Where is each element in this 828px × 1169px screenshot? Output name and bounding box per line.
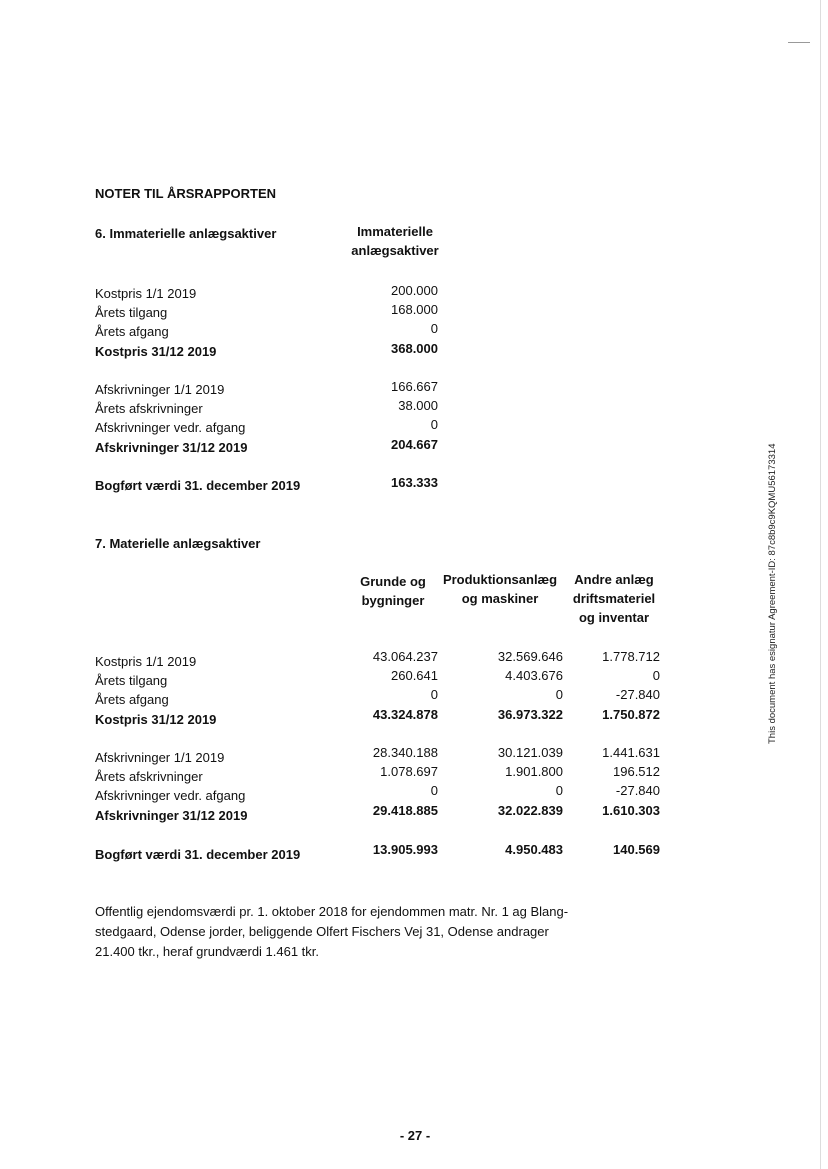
note6-header-line: anlægsaktiver: [351, 243, 439, 258]
note6-header-line: Immaterielle: [357, 224, 433, 239]
note6-column-header: [340, 222, 450, 260]
note7-header-line: Andre anlæg: [574, 572, 654, 587]
note7-header-line: driftsmateriel: [572, 591, 656, 606]
row-value: 0: [555, 687, 563, 702]
row-label: Årets tilgang: [95, 673, 168, 688]
page-number: - 27 -: [399, 1128, 431, 1143]
row-label: Kostpris 1/1 2019: [95, 286, 197, 301]
row-value: 200.000: [391, 283, 438, 298]
row-value: 36.973.322: [497, 707, 563, 722]
row-label: Årets tilgang: [95, 305, 168, 320]
row-label: Bogført værdi 31. december 2019: [95, 478, 301, 493]
row-label: Afskrivninger 31/12 2019: [95, 808, 248, 823]
note7-header-line: Produktionsanlæg: [442, 572, 558, 587]
row-label: Kostpris 1/1 2019: [95, 654, 197, 669]
row-value: 260.641: [391, 668, 438, 683]
row-value: 43.324.878: [372, 707, 438, 722]
row-value: 4.403.676: [505, 668, 563, 683]
row-label: Afskrivninger 1/1 2019: [95, 382, 225, 397]
row-value: 30.121.039: [497, 745, 563, 760]
row-value: 0: [430, 783, 438, 798]
row-value: 0: [652, 668, 660, 683]
row-value: 204.667: [391, 437, 438, 452]
row-value: 163.333: [391, 475, 438, 490]
row-value: 28.340.188: [372, 745, 438, 760]
footnote-line: stedgaard, Odense jorder, beliggende Olfert Fischers Vej 31, Odense andrager: [95, 924, 549, 939]
note7-title: 7. Materielle anlægsaktiver: [95, 536, 261, 551]
esignatur-sidebar-text: This document has esignatur Agreement-ID: 87c8b9c9KQMU56173314: [767, 443, 778, 744]
row-value: 0: [430, 321, 438, 336]
row-label: Årets afgang: [95, 324, 169, 339]
row-label: Kostpris 31/12 2019: [95, 712, 217, 727]
page-edge-line: [820, 0, 821, 1169]
note6-title: 6. Immaterielle anlægsaktiver: [95, 226, 277, 241]
footnote-line: 21.400 tkr., heraf grundværdi 1.461 tkr.: [95, 944, 320, 959]
row-value: 29.418.885: [372, 803, 438, 818]
row-value: 32.022.839: [497, 803, 563, 818]
row-value: 166.667: [391, 379, 438, 394]
page-header: NOTER TIL ÅRSRAPPORTEN: [95, 186, 277, 201]
row-label: Afskrivninger 1/1 2019: [95, 750, 225, 765]
row-label: Afskrivninger 31/12 2019: [95, 440, 248, 455]
row-value: -27.840: [615, 783, 660, 798]
row-value: 140.569: [613, 842, 660, 857]
row-value: 168.000: [391, 302, 438, 317]
note7-header-line: og inventar: [578, 610, 650, 625]
note7-header-line: Grunde og: [360, 574, 426, 589]
row-value: 0: [430, 687, 438, 702]
row-label: Årets afskrivninger: [95, 769, 203, 784]
row-value: 1.901.800: [505, 764, 563, 779]
row-value: 32.569.646: [497, 649, 563, 664]
scan-mark: [788, 42, 810, 43]
row-value: 38.000: [398, 398, 438, 413]
note7-header-line: og maskiner: [461, 591, 539, 606]
row-value: 1.610.303: [602, 803, 660, 818]
row-value: 13.905.993: [372, 842, 438, 857]
row-value: 1.078.697: [380, 764, 438, 779]
note7-header-grunde: [345, 572, 441, 610]
row-label: Årets afskrivninger: [95, 401, 203, 416]
row-value: 368.000: [391, 341, 438, 356]
row-value: 43.064.237: [372, 649, 438, 664]
footnote: [95, 902, 568, 962]
row-value: 1.750.872: [602, 707, 660, 722]
row-label: Kostpris 31/12 2019: [95, 344, 217, 359]
note7-header-line: bygninger: [361, 593, 425, 608]
row-label: Afskrivninger vedr. afgang: [95, 788, 246, 803]
footnote-line: Offentlig ejendomsværdi pr. 1. oktober 2018 for ejendommen matr. Nr. 1 ag Blang-: [95, 904, 569, 919]
note7-header-produktion: [440, 570, 560, 608]
row-value: 0: [555, 783, 563, 798]
note7-header-andre: [560, 570, 668, 627]
row-label: Årets afgang: [95, 692, 169, 707]
row-label: Bogført værdi 31. december 2019: [95, 847, 301, 862]
row-value: 1.441.631: [602, 745, 660, 760]
row-value: 1.778.712: [602, 649, 660, 664]
row-value: 0: [430, 417, 438, 432]
row-value: 4.950.483: [505, 842, 563, 857]
row-value: -27.840: [615, 687, 660, 702]
row-label: Afskrivninger vedr. afgang: [95, 420, 246, 435]
row-value: 196.512: [613, 764, 660, 779]
